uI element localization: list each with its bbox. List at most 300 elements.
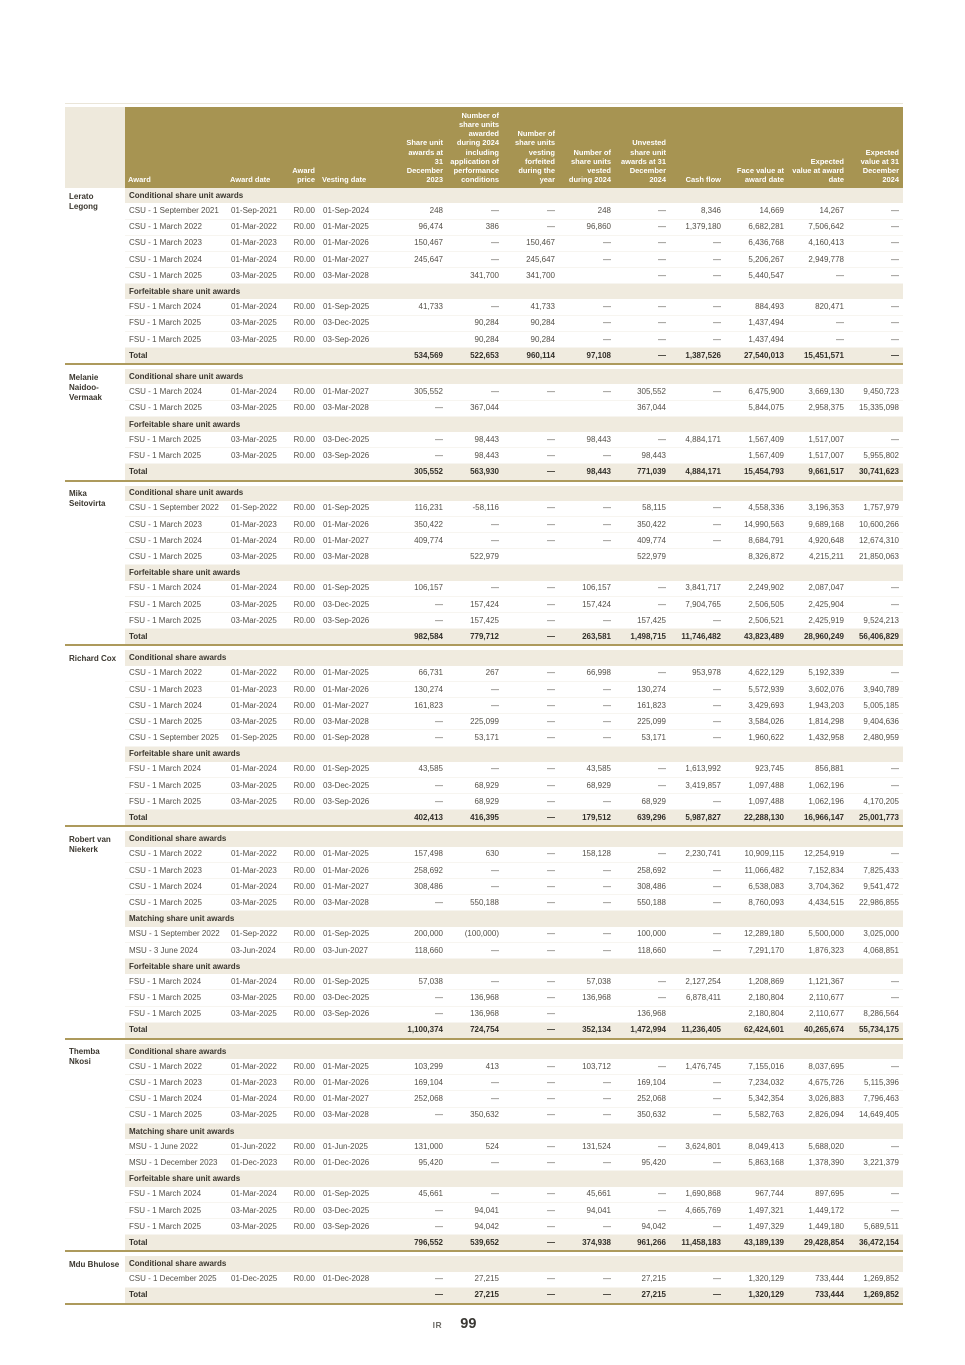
unvested-at-31-dec-2024-cell: 95,420 bbox=[615, 1155, 670, 1171]
face-value-at-award-date-cell: 1,208,869 bbox=[725, 974, 788, 990]
units-at-31-dec-2023-cell: — bbox=[397, 1006, 447, 1022]
award-date-cell: 01-Mar-2024 bbox=[227, 299, 289, 315]
award-group-title: Conditional share awards bbox=[125, 650, 903, 665]
vested-during-2024-cell: 106,157 bbox=[559, 581, 615, 597]
award-date-cell: 01-Mar-2022 bbox=[227, 1059, 289, 1075]
column-header-awarded-during-2024: Number of share units awarded during 2024 including application of performance conditions bbox=[447, 107, 503, 188]
vesting-forfeited-cell: — bbox=[503, 666, 559, 682]
face-value-at-award-date-cell: 1,497,329 bbox=[725, 1218, 788, 1234]
units-at-31-dec-2023-cell bbox=[397, 315, 447, 331]
face-value-at-award-date-total-cell: 43,189,139 bbox=[725, 1235, 788, 1252]
award-cell: FSU - 1 March 2025 bbox=[125, 1202, 227, 1218]
award-row bbox=[65, 697, 903, 713]
vesting-forfeited-cell: — bbox=[503, 990, 559, 1006]
unvested-at-31-dec-2024-total-cell: 961,266 bbox=[615, 1235, 670, 1252]
share-awards-table bbox=[65, 107, 903, 1305]
units-at-31-dec-2023-cell: — bbox=[397, 777, 447, 793]
unvested-at-31-dec-2024-cell: 94,042 bbox=[615, 1218, 670, 1234]
award-price-cell: R0.00 bbox=[289, 596, 319, 612]
award-row bbox=[65, 862, 903, 878]
face-value-at-award-date-cell: 10,909,115 bbox=[725, 847, 788, 863]
total-row bbox=[65, 1235, 903, 1252]
vested-during-2024-cell: — bbox=[559, 516, 615, 532]
vesting-date-cell: 01-Mar-2025 bbox=[319, 219, 397, 235]
award-price-cell: R0.00 bbox=[289, 235, 319, 251]
awarded-during-2024-cell: 98,443 bbox=[447, 448, 503, 464]
vesting-date-cell: 01-Sep-2028 bbox=[319, 730, 397, 746]
vested-during-2024-cell bbox=[559, 549, 615, 565]
unvested-at-31-dec-2024-cell: — bbox=[615, 1187, 670, 1203]
vesting-forfeited-cell: — bbox=[503, 794, 559, 810]
person-section bbox=[65, 1251, 903, 1304]
award-cell: CSU - 1 March 2023 bbox=[125, 862, 227, 878]
award-price-cell: R0.00 bbox=[289, 1218, 319, 1234]
awarded-during-2024-cell: 341,700 bbox=[447, 268, 503, 284]
vesting-date-cell: 03-Dec-2025 bbox=[319, 777, 397, 793]
person-section bbox=[65, 645, 903, 826]
vested-during-2024-cell: 68,929 bbox=[559, 777, 615, 793]
vesting-forfeited-cell: — bbox=[503, 1187, 559, 1203]
unvested-at-31-dec-2024-cell: 27,215 bbox=[615, 1272, 670, 1288]
awarded-during-2024-cell: — bbox=[447, 1075, 503, 1091]
page-footer bbox=[0, 1316, 937, 1332]
vested-during-2024-cell: — bbox=[559, 1218, 615, 1234]
vesting-forfeited-cell: — bbox=[503, 581, 559, 597]
face-value-at-award-date-cell: 5,844,075 bbox=[725, 400, 788, 416]
awarded-during-2024-cell: — bbox=[447, 974, 503, 990]
award-row bbox=[65, 895, 903, 911]
award-cell: FSU - 1 March 2024 bbox=[125, 974, 227, 990]
vested-during-2024-cell: — bbox=[559, 879, 615, 895]
units-at-31-dec-2023-total-cell: — bbox=[397, 1287, 447, 1304]
awarded-during-2024-cell: 68,929 bbox=[447, 794, 503, 810]
award-group-title: Conditional share awards bbox=[125, 1256, 903, 1271]
cash-flow-cell: 1,379,180 bbox=[670, 219, 725, 235]
cash-flow-cell: 8,346 bbox=[670, 203, 725, 219]
cash-flow-total-cell: 1,387,526 bbox=[670, 348, 725, 365]
award-row bbox=[65, 219, 903, 235]
award-cell: FSU - 1 March 2025 bbox=[125, 432, 227, 448]
award-group-row bbox=[65, 369, 903, 384]
vesting-forfeited-cell: — bbox=[503, 697, 559, 713]
vested-during-2024-cell: 45,661 bbox=[559, 1187, 615, 1203]
vesting-forfeited-cell: 90,284 bbox=[503, 331, 559, 347]
cash-flow-cell: — bbox=[670, 879, 725, 895]
units-at-31-dec-2023-cell: 66,731 bbox=[397, 666, 447, 682]
award-price-cell: R0.00 bbox=[289, 1187, 319, 1203]
award-cell: CSU - 1 March 2025 bbox=[125, 895, 227, 911]
units-at-31-dec-2023-cell: — bbox=[397, 730, 447, 746]
face-value-at-award-date-cell: 14,669 bbox=[725, 203, 788, 219]
award-group-title: Matching share unit awards bbox=[125, 1123, 903, 1139]
awarded-during-2024-cell: — bbox=[447, 862, 503, 878]
award-date-cell: 03-Mar-2025 bbox=[227, 448, 289, 464]
expected-value-at-award-date-cell: 1,432,958 bbox=[788, 730, 848, 746]
unvested-at-31-dec-2024-cell: 68,929 bbox=[615, 794, 670, 810]
vesting-forfeited-cell: — bbox=[503, 730, 559, 746]
awarded-during-2024-cell: — bbox=[447, 762, 503, 778]
awarded-during-2024-cell: 524 bbox=[447, 1139, 503, 1155]
vesting-date-cell: 03-Sep-2026 bbox=[319, 331, 397, 347]
expected-value-at-award-date-total-cell: 9,661,517 bbox=[788, 464, 848, 481]
face-value-at-award-date-cell: 6,475,900 bbox=[725, 384, 788, 400]
vesting-forfeited-cell: 245,647 bbox=[503, 251, 559, 267]
award-date-cell: 01-Mar-2022 bbox=[227, 666, 289, 682]
vested-during-2024-cell: — bbox=[559, 448, 615, 464]
face-value-at-award-date-cell: 1,097,488 bbox=[725, 794, 788, 810]
vested-during-2024-cell: — bbox=[559, 942, 615, 958]
expected-value-at-31-dec-2024-cell: 1,269,852 bbox=[848, 1272, 903, 1288]
vesting-date-cell: 03-Sep-2026 bbox=[319, 794, 397, 810]
awarded-during-2024-cell: 350,632 bbox=[447, 1107, 503, 1123]
award-cell: MSU - 1 December 2023 bbox=[125, 1155, 227, 1171]
expected-value-at-award-date-cell: 2,110,677 bbox=[788, 990, 848, 1006]
total-row bbox=[65, 810, 903, 827]
award-price-cell: R0.00 bbox=[289, 432, 319, 448]
units-at-31-dec-2023-cell: 248 bbox=[397, 203, 447, 219]
vested-during-2024-cell bbox=[559, 400, 615, 416]
vesting-forfeited-cell: — bbox=[503, 1091, 559, 1107]
cash-flow-total-cell: 5,987,827 bbox=[670, 810, 725, 827]
units-at-31-dec-2023-cell: 131,000 bbox=[397, 1139, 447, 1155]
units-at-31-dec-2023-cell: — bbox=[397, 895, 447, 911]
awarded-during-2024-cell: 550,188 bbox=[447, 895, 503, 911]
vested-during-2024-cell: 157,424 bbox=[559, 596, 615, 612]
face-value-at-award-date-cell: 14,990,563 bbox=[725, 516, 788, 532]
person-name: Richard Cox bbox=[65, 650, 125, 826]
vesting-forfeited-cell: — bbox=[503, 1075, 559, 1091]
award-group-title: Forfeitable share unit awards bbox=[125, 284, 903, 300]
award-date-cell: 01-Mar-2024 bbox=[227, 879, 289, 895]
award-price-cell: R0.00 bbox=[289, 990, 319, 1006]
award-group-title: Forfeitable share unit awards bbox=[125, 958, 903, 974]
vested-during-2024-cell: — bbox=[559, 1155, 615, 1171]
person-name: Robert van Niekerk bbox=[65, 831, 125, 1038]
awarded-during-2024-cell: 367,044 bbox=[447, 400, 503, 416]
awarded-during-2024-total-cell: 539,652 bbox=[447, 1235, 503, 1252]
award-cell: CSU - 1 March 2023 bbox=[125, 235, 227, 251]
award-price-cell: R0.00 bbox=[289, 1075, 319, 1091]
unvested-at-31-dec-2024-total-cell: 1,498,715 bbox=[615, 629, 670, 646]
expected-value-at-31-dec-2024-cell: — bbox=[848, 268, 903, 284]
unvested-at-31-dec-2024-cell: — bbox=[615, 581, 670, 597]
vesting-date-cell: 01-Sep-2025 bbox=[319, 581, 397, 597]
award-cell: FSU - 1 March 2025 bbox=[125, 331, 227, 347]
cash-flow-cell bbox=[670, 1006, 725, 1022]
awarded-during-2024-cell: 90,284 bbox=[447, 331, 503, 347]
award-row bbox=[65, 1107, 903, 1123]
units-at-31-dec-2023-total-cell: 796,552 bbox=[397, 1235, 447, 1252]
awarded-during-2024-cell: 94,041 bbox=[447, 1202, 503, 1218]
expected-value-at-31-dec-2024-cell: — bbox=[848, 1059, 903, 1075]
vesting-date-cell: 03-Jun-2027 bbox=[319, 942, 397, 958]
cash-flow-cell: — bbox=[670, 1091, 725, 1107]
award-group-title: Forfeitable share unit awards bbox=[125, 416, 903, 432]
unvested-at-31-dec-2024-cell: 252,068 bbox=[615, 1091, 670, 1107]
expected-value-at-award-date-cell: 4,920,648 bbox=[788, 533, 848, 549]
cash-flow-total-cell: 4,884,171 bbox=[670, 464, 725, 481]
expected-value-at-31-dec-2024-cell: 9,541,472 bbox=[848, 879, 903, 895]
units-at-31-dec-2023-total-cell: 534,569 bbox=[397, 348, 447, 365]
award-date-cell: 01-Sep-2025 bbox=[227, 730, 289, 746]
expected-value-at-award-date-cell: 1,062,196 bbox=[788, 794, 848, 810]
award-date-cell: 01-Mar-2024 bbox=[227, 974, 289, 990]
award-date-cell: 01-Mar-2024 bbox=[227, 533, 289, 549]
vested-during-2024-cell: — bbox=[559, 794, 615, 810]
units-at-31-dec-2023-cell bbox=[397, 331, 447, 347]
award-cell: FSU - 1 March 2024 bbox=[125, 581, 227, 597]
expected-value-at-award-date-cell: 3,602,076 bbox=[788, 681, 848, 697]
vesting-forfeited-cell: — bbox=[503, 1006, 559, 1022]
vesting-forfeited-cell: — bbox=[503, 879, 559, 895]
award-group-row bbox=[65, 565, 903, 581]
expected-value-at-31-dec-2024-cell: — bbox=[848, 1202, 903, 1218]
award-row bbox=[65, 990, 903, 1006]
awarded-during-2024-cell: — bbox=[447, 299, 503, 315]
face-value-at-award-date-total-cell: 22,288,130 bbox=[725, 810, 788, 827]
expected-value-at-award-date-cell: 2,425,904 bbox=[788, 596, 848, 612]
face-value-at-award-date-cell: 12,289,180 bbox=[725, 927, 788, 943]
vesting-date-cell: 01-Sep-2024 bbox=[319, 203, 397, 219]
unvested-at-31-dec-2024-cell: — bbox=[615, 666, 670, 682]
vested-during-2024-cell: 131,524 bbox=[559, 1139, 615, 1155]
expected-value-at-award-date-cell: 8,037,695 bbox=[788, 1059, 848, 1075]
awarded-during-2024-cell: — bbox=[447, 697, 503, 713]
award-group-row bbox=[65, 911, 903, 927]
award-price-cell: R0.00 bbox=[289, 268, 319, 284]
expected-value-at-31-dec-2024-cell: 8,286,564 bbox=[848, 1006, 903, 1022]
award-cell: FSU - 1 March 2025 bbox=[125, 1006, 227, 1022]
award-cell: CSU - 1 March 2023 bbox=[125, 516, 227, 532]
total-label: Total bbox=[125, 1287, 397, 1304]
total-label: Total bbox=[125, 348, 397, 365]
vesting-date-cell: 01-Dec-2028 bbox=[319, 1272, 397, 1288]
award-price-cell: R0.00 bbox=[289, 613, 319, 629]
cash-flow-cell: — bbox=[670, 315, 725, 331]
award-group-title: Conditional share unit awards bbox=[125, 369, 903, 384]
expected-value-at-31-dec-2024-cell: 10,600,266 bbox=[848, 516, 903, 532]
vesting-forfeited-cell: — bbox=[503, 1272, 559, 1288]
awarded-during-2024-cell: 225,099 bbox=[447, 714, 503, 730]
vesting-date-cell: 01-Sep-2025 bbox=[319, 974, 397, 990]
vesting-date-cell: 03-Sep-2026 bbox=[319, 1006, 397, 1022]
award-price-cell: R0.00 bbox=[289, 714, 319, 730]
vesting-date-cell: 03-Dec-2025 bbox=[319, 596, 397, 612]
executive-column-header bbox=[65, 107, 125, 188]
expected-value-at-award-date-cell: 1,449,180 bbox=[788, 1218, 848, 1234]
vested-during-2024-cell: — bbox=[559, 384, 615, 400]
units-at-31-dec-2023-cell: — bbox=[397, 613, 447, 629]
award-group-row bbox=[65, 486, 903, 501]
vesting-date-cell: 01-Sep-2025 bbox=[319, 927, 397, 943]
expected-value-at-31-dec-2024-cell: 3,025,000 bbox=[848, 927, 903, 943]
award-cell: FSU - 1 March 2025 bbox=[125, 1218, 227, 1234]
total-row bbox=[65, 348, 903, 365]
face-value-at-award-date-cell: 5,342,354 bbox=[725, 1091, 788, 1107]
vesting-date-cell: 01-Mar-2027 bbox=[319, 697, 397, 713]
award-group-title: Forfeitable share unit awards bbox=[125, 565, 903, 581]
award-date-cell: 03-Mar-2025 bbox=[227, 777, 289, 793]
awarded-during-2024-total-cell: 27,215 bbox=[447, 1287, 503, 1304]
award-date-cell: 03-Mar-2025 bbox=[227, 400, 289, 416]
vesting-date-cell: 01-Mar-2025 bbox=[319, 847, 397, 863]
units-at-31-dec-2023-cell bbox=[397, 268, 447, 284]
vested-during-2024-cell: — bbox=[559, 895, 615, 911]
vested-during-2024-cell: — bbox=[559, 251, 615, 267]
awarded-during-2024-total-cell: 563,930 bbox=[447, 464, 503, 481]
unvested-at-31-dec-2024-cell: — bbox=[615, 762, 670, 778]
award-cell: FSU - 1 March 2025 bbox=[125, 315, 227, 331]
award-row bbox=[65, 1091, 903, 1107]
unvested-at-31-dec-2024-cell: — bbox=[615, 990, 670, 1006]
expected-value-at-award-date-cell: 1,943,203 bbox=[788, 697, 848, 713]
face-value-at-award-date-cell: 8,684,791 bbox=[725, 533, 788, 549]
units-at-31-dec-2023-cell: 118,660 bbox=[397, 942, 447, 958]
total-label: Total bbox=[125, 629, 397, 646]
vested-during-2024-cell: 248 bbox=[559, 203, 615, 219]
column-header-expected-value-at-31-dec-2024: Expected value at 31 December 2024 bbox=[848, 107, 903, 188]
awarded-during-2024-cell: — bbox=[447, 251, 503, 267]
unvested-at-31-dec-2024-cell: 522,979 bbox=[615, 549, 670, 565]
face-value-at-award-date-cell: 1,320,129 bbox=[725, 1272, 788, 1288]
vesting-date-cell: 01-Mar-2027 bbox=[319, 1091, 397, 1107]
cash-flow-cell: 1,476,745 bbox=[670, 1059, 725, 1075]
award-cell: CSU - 1 September 2022 bbox=[125, 501, 227, 517]
vesting-date-cell: 03-Mar-2028 bbox=[319, 1107, 397, 1123]
cash-flow-cell: 3,624,801 bbox=[670, 1139, 725, 1155]
award-row bbox=[65, 315, 903, 331]
cash-flow-cell bbox=[670, 448, 725, 464]
units-at-31-dec-2023-total-cell: 1,100,374 bbox=[397, 1022, 447, 1039]
cash-flow-cell: — bbox=[670, 613, 725, 629]
awarded-during-2024-cell: — bbox=[447, 1091, 503, 1107]
expected-value-at-31-dec-2024-cell: — bbox=[848, 331, 903, 347]
cash-flow-cell bbox=[670, 549, 725, 565]
expected-value-at-31-dec-2024-cell: — bbox=[848, 990, 903, 1006]
award-cell: FSU - 1 March 2024 bbox=[125, 762, 227, 778]
award-price-cell: R0.00 bbox=[289, 666, 319, 682]
award-row bbox=[65, 777, 903, 793]
expected-value-at-award-date-cell: 14,267 bbox=[788, 203, 848, 219]
award-price-cell: R0.00 bbox=[289, 697, 319, 713]
award-price-cell: R0.00 bbox=[289, 533, 319, 549]
unvested-at-31-dec-2024-total-cell: 771,039 bbox=[615, 464, 670, 481]
award-group-title: Forfeitable share unit awards bbox=[125, 746, 903, 762]
award-price-cell: R0.00 bbox=[289, 315, 319, 331]
award-row bbox=[65, 203, 903, 219]
award-date-cell: 01-Mar-2024 bbox=[227, 762, 289, 778]
expected-value-at-award-date-cell: 4,434,515 bbox=[788, 895, 848, 911]
vested-during-2024-cell: — bbox=[559, 1107, 615, 1123]
cash-flow-cell: — bbox=[670, 533, 725, 549]
vesting-date-cell: 03-Mar-2028 bbox=[319, 895, 397, 911]
award-row bbox=[65, 1155, 903, 1171]
vesting-forfeited-cell bbox=[503, 549, 559, 565]
face-value-at-award-date-cell: 4,558,336 bbox=[725, 501, 788, 517]
expected-value-at-award-date-cell: 1,517,007 bbox=[788, 448, 848, 464]
units-at-31-dec-2023-cell: — bbox=[397, 400, 447, 416]
award-cell: CSU - 1 March 2025 bbox=[125, 714, 227, 730]
total-label: Total bbox=[125, 1022, 397, 1039]
award-price-cell: R0.00 bbox=[289, 862, 319, 878]
award-price-cell: R0.00 bbox=[289, 251, 319, 267]
vesting-date-cell: 01-Sep-2025 bbox=[319, 762, 397, 778]
award-date-cell: 03-Mar-2025 bbox=[227, 331, 289, 347]
expected-value-at-award-date-cell: 1,814,298 bbox=[788, 714, 848, 730]
unvested-at-31-dec-2024-cell: — bbox=[615, 203, 670, 219]
vesting-forfeited-cell: — bbox=[503, 1218, 559, 1234]
units-at-31-dec-2023-cell: 43,585 bbox=[397, 762, 447, 778]
award-row bbox=[65, 879, 903, 895]
expected-value-at-31-dec-2024-cell: — bbox=[848, 1139, 903, 1155]
cash-flow-cell: — bbox=[670, 714, 725, 730]
vesting-forfeited-cell: — bbox=[503, 714, 559, 730]
unvested-at-31-dec-2024-cell: 130,274 bbox=[615, 681, 670, 697]
awarded-during-2024-total-cell: 416,395 bbox=[447, 810, 503, 827]
award-date-cell: 03-Mar-2025 bbox=[227, 315, 289, 331]
award-row bbox=[65, 613, 903, 629]
face-value-at-award-date-cell: 967,744 bbox=[725, 1187, 788, 1203]
award-cell: CSU - 1 March 2022 bbox=[125, 847, 227, 863]
expected-value-at-31-dec-2024-cell: — bbox=[848, 432, 903, 448]
expected-value-at-award-date-cell: 2,087,047 bbox=[788, 581, 848, 597]
face-value-at-award-date-total-cell: 62,424,601 bbox=[725, 1022, 788, 1039]
footer-page-number: 99 bbox=[460, 1316, 477, 1332]
vested-during-2024-total-cell: 374,938 bbox=[559, 1235, 615, 1252]
column-header-award-price: Award price bbox=[289, 107, 319, 188]
award-row bbox=[65, 251, 903, 267]
award-date-cell: 03-Mar-2025 bbox=[227, 613, 289, 629]
awarded-during-2024-cell: 94,042 bbox=[447, 1218, 503, 1234]
cash-flow-cell: 1,690,868 bbox=[670, 1187, 725, 1203]
cash-flow-total-cell: — bbox=[670, 1287, 725, 1304]
expected-value-at-award-date-cell: — bbox=[788, 331, 848, 347]
expected-value-at-31-dec-2024-cell: — bbox=[848, 1187, 903, 1203]
vested-during-2024-cell: — bbox=[559, 1075, 615, 1091]
award-row bbox=[65, 1006, 903, 1022]
award-date-cell: 01-Sep-2022 bbox=[227, 927, 289, 943]
expected-value-at-31-dec-2024-cell: 21,850,063 bbox=[848, 549, 903, 565]
vesting-date-cell: 01-Mar-2025 bbox=[319, 1059, 397, 1075]
units-at-31-dec-2023-cell: — bbox=[397, 1202, 447, 1218]
face-value-at-award-date-cell: 5,582,763 bbox=[725, 1107, 788, 1123]
person-section bbox=[65, 481, 903, 646]
awarded-during-2024-cell: -58,116 bbox=[447, 501, 503, 517]
total-row bbox=[65, 629, 903, 646]
vesting-forfeited-cell: — bbox=[503, 384, 559, 400]
cash-flow-cell: — bbox=[670, 895, 725, 911]
expected-value-at-31-dec-2024-cell: 1,757,979 bbox=[848, 501, 903, 517]
award-row bbox=[65, 549, 903, 565]
face-value-at-award-date-cell: 2,180,804 bbox=[725, 990, 788, 1006]
award-group-row bbox=[65, 746, 903, 762]
vesting-forfeited-cell: — bbox=[503, 862, 559, 878]
column-header-units-at-31-dec-2023: Share unit awards at 31 December 2023 bbox=[397, 107, 447, 188]
expected-value-at-31-dec-2024-cell: 4,170,205 bbox=[848, 794, 903, 810]
units-at-31-dec-2023-total-cell: 982,584 bbox=[397, 629, 447, 646]
cash-flow-total-cell: 11,458,183 bbox=[670, 1235, 725, 1252]
units-at-31-dec-2023-cell: 169,104 bbox=[397, 1075, 447, 1091]
expected-value-at-31-dec-2024-cell: — bbox=[848, 762, 903, 778]
award-date-cell: 03-Jun-2024 bbox=[227, 942, 289, 958]
units-at-31-dec-2023-cell: 161,823 bbox=[397, 697, 447, 713]
vesting-date-cell: 03-Dec-2025 bbox=[319, 990, 397, 1006]
award-price-cell: R0.00 bbox=[289, 1139, 319, 1155]
vested-during-2024-cell: 158,128 bbox=[559, 847, 615, 863]
award-price-cell: R0.00 bbox=[289, 974, 319, 990]
vesting-forfeited-cell: — bbox=[503, 681, 559, 697]
total-row bbox=[65, 464, 903, 481]
